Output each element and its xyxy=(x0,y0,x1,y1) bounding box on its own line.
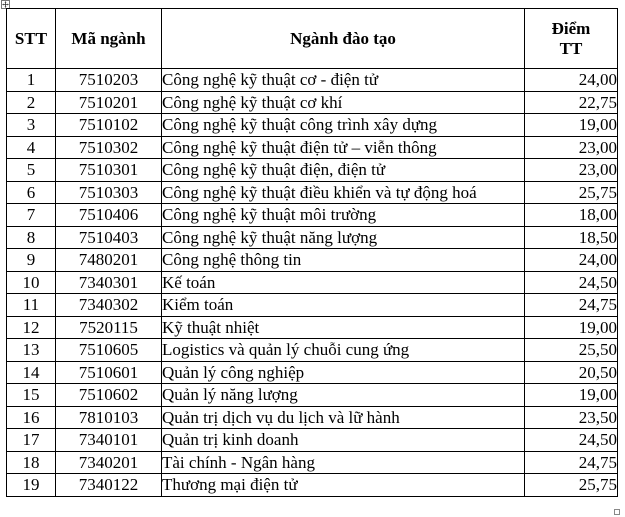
nganh-cell: Kế toán xyxy=(162,271,525,294)
ma-nganh-cell: 7510406 xyxy=(56,204,162,227)
table-row xyxy=(7,69,618,92)
nganh-cell: Kỹ thuật nhiệt xyxy=(162,316,525,339)
table-row xyxy=(7,181,618,204)
stt-cell: 18 xyxy=(7,451,56,474)
nganh-cell: Công nghệ kỹ thuật môi trường xyxy=(162,204,525,227)
diem-cell: 23,00 xyxy=(525,159,618,182)
nganh-cell: Công nghệ kỹ thuật điện, điện tử xyxy=(162,159,525,182)
table-row xyxy=(7,316,618,339)
stt-cell: 17 xyxy=(7,429,56,452)
nganh-cell: Quản lý năng lượng xyxy=(162,384,525,407)
ma-nganh-cell: 7480201 xyxy=(56,249,162,272)
diem-cell: 24,50 xyxy=(525,271,618,294)
ma-nganh-cell: 7510601 xyxy=(56,361,162,384)
stt-cell: 13 xyxy=(7,339,56,362)
ma-nganh-cell: 7340101 xyxy=(56,429,162,452)
nganh-cell: Thương mại điện tử xyxy=(162,474,525,497)
diem-cell: 19,00 xyxy=(525,114,618,137)
nganh-cell: Công nghệ kỹ thuật năng lượng xyxy=(162,226,525,249)
stt-cell: 19 xyxy=(7,474,56,497)
diem-cell: 18,50 xyxy=(525,226,618,249)
move-arrows-icon xyxy=(2,1,9,8)
header-diem-line2: TT xyxy=(559,38,583,58)
table-row xyxy=(7,204,618,227)
header-row xyxy=(7,9,618,69)
nganh-cell: Công nghệ kỹ thuật cơ - điện tử xyxy=(162,69,525,92)
ma-nganh-cell: 7510203 xyxy=(56,69,162,92)
ma-nganh-cell: 7510201 xyxy=(56,91,162,114)
table-row xyxy=(7,406,618,429)
table-row xyxy=(7,429,618,452)
ma-nganh-cell: 7510303 xyxy=(56,181,162,204)
ma-nganh-cell: 7810103 xyxy=(56,406,162,429)
table-row xyxy=(7,226,618,249)
table-row xyxy=(7,361,618,384)
table-row xyxy=(7,451,618,474)
stt-cell: 10 xyxy=(7,271,56,294)
header-diem-line1: Điểm xyxy=(551,18,591,38)
diem-cell: 24,00 xyxy=(525,249,618,272)
stt-cell: 15 xyxy=(7,384,56,407)
ma-nganh-cell: 7340201 xyxy=(56,451,162,474)
stt-cell: 6 xyxy=(7,181,56,204)
nganh-cell: Công nghệ thông tin xyxy=(162,249,525,272)
table-resize-handle[interactable] xyxy=(614,509,620,515)
ma-nganh-cell: 7520115 xyxy=(56,316,162,339)
stt-cell: 7 xyxy=(7,204,56,227)
table-row xyxy=(7,91,618,114)
ma-nganh-cell: 7510301 xyxy=(56,159,162,182)
stt-cell: 3 xyxy=(7,114,56,137)
nganh-cell: Công nghệ kỹ thuật điều khiển và tự động hoá xyxy=(162,181,525,204)
diem-cell: 19,00 xyxy=(525,384,618,407)
diem-cell: 20,50 xyxy=(525,361,618,384)
table-row xyxy=(7,136,618,159)
stt-cell: 9 xyxy=(7,249,56,272)
header-stt: STT xyxy=(7,9,56,69)
nganh-cell: Tài chính - Ngân hàng xyxy=(162,451,525,474)
ma-nganh-cell: 7340302 xyxy=(56,294,162,317)
stt-cell: 4 xyxy=(7,136,56,159)
diem-cell: 24,75 xyxy=(525,451,618,474)
diem-cell: 24,75 xyxy=(525,294,618,317)
stt-cell: 1 xyxy=(7,69,56,92)
diem-cell: 23,00 xyxy=(525,136,618,159)
stt-cell: 11 xyxy=(7,294,56,317)
diem-cell: 18,00 xyxy=(525,204,618,227)
stt-cell: 8 xyxy=(7,226,56,249)
table-row xyxy=(7,339,618,362)
table-row xyxy=(7,384,618,407)
nganh-cell: Quản lý công nghiệp xyxy=(162,361,525,384)
table-row xyxy=(7,159,618,182)
diem-cell: 19,00 xyxy=(525,316,618,339)
nganh-cell: Công nghệ kỹ thuật điện tử – viễn thông xyxy=(162,136,525,159)
nganh-cell: Logistics và quản lý chuỗi cung ứng xyxy=(162,339,525,362)
ma-nganh-cell: 7510605 xyxy=(56,339,162,362)
ma-nganh-cell: 7510302 xyxy=(56,136,162,159)
nganh-cell: Quản trị dịch vụ du lịch và lữ hành xyxy=(162,406,525,429)
table-row xyxy=(7,474,618,497)
stt-cell: 12 xyxy=(7,316,56,339)
ma-nganh-cell: 7340122 xyxy=(56,474,162,497)
diem-cell: 25,75 xyxy=(525,474,618,497)
diem-cell: 24,00 xyxy=(525,69,618,92)
header-ma-nganh: Mã ngành xyxy=(56,9,162,69)
admission-scores-table xyxy=(6,8,618,497)
table-row xyxy=(7,294,618,317)
table-row xyxy=(7,271,618,294)
ma-nganh-cell: 7510602 xyxy=(56,384,162,407)
diem-cell: 25,75 xyxy=(525,181,618,204)
nganh-cell: Kiểm toán xyxy=(162,294,525,317)
stt-cell: 5 xyxy=(7,159,56,182)
table-row xyxy=(7,249,618,272)
table-row xyxy=(7,114,618,137)
ma-nganh-cell: 7510102 xyxy=(56,114,162,137)
diem-cell: 24,50 xyxy=(525,429,618,452)
ma-nganh-cell: 7510403 xyxy=(56,226,162,249)
stt-cell: 14 xyxy=(7,361,56,384)
header-nganh-dao-tao: Ngành đào tạo xyxy=(162,9,525,69)
nganh-cell: Quản trị kinh doanh xyxy=(162,429,525,452)
header-diem-tt xyxy=(525,9,618,69)
stt-cell: 16 xyxy=(7,406,56,429)
diem-cell: 25,50 xyxy=(525,339,618,362)
nganh-cell: Công nghệ kỹ thuật cơ khí xyxy=(162,91,525,114)
stt-cell: 2 xyxy=(7,91,56,114)
ma-nganh-cell: 7340301 xyxy=(56,271,162,294)
nganh-cell: Công nghệ kỹ thuật công trình xây dựng xyxy=(162,114,525,137)
diem-cell: 23,50 xyxy=(525,406,618,429)
diem-cell: 22,75 xyxy=(525,91,618,114)
